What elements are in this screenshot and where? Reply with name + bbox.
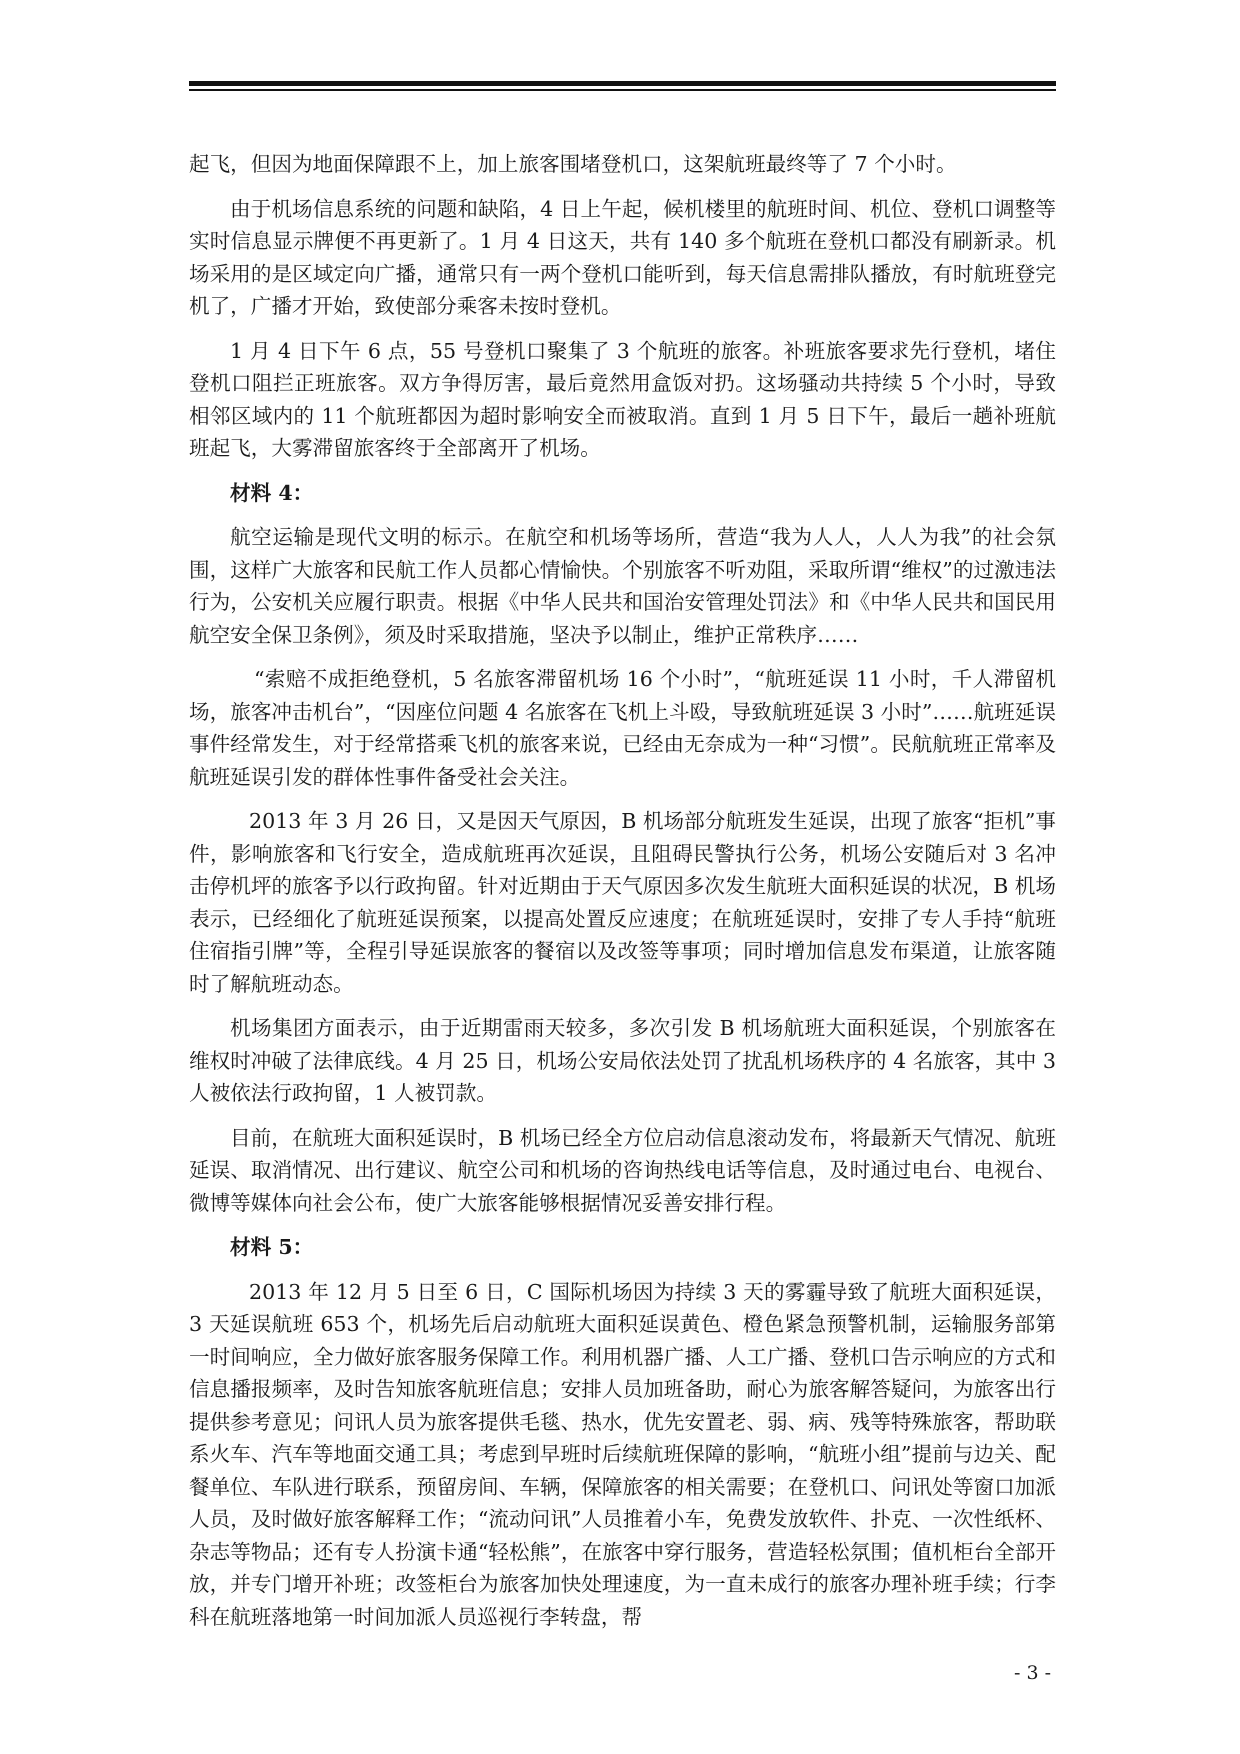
paragraph: 2013 年 3 月 26 日，又是因天气原因，B 机场部分航班发生延误，出现了旅客“拒机”事件，影响旅客和飞行安全，造成航班再次延误，且阻碍民警执行公务，机场公安随后对 3 名冲击停机坪的旅客予以行政拘留。针对近期由于天气原因多次发生航班大面积延误的状况，B 机场表示，已经细化了航班延误预案，以提高处置反应速度；在航班延误时，安排了专人手持“航班住宿指引牌”等，全程引导延误旅客的餐宿以及改签等事项；同时增加信息发布渠道，让旅客随时了解航班动态。	[189, 809, 1056, 996]
page-number: - 3 -	[1013, 1662, 1051, 1684]
section-heading-material-5: 材料 5：	[230, 1235, 314, 1259]
section-heading-material-4: 材料 4：	[230, 480, 314, 505]
document-body	[189, 148, 1063, 1645]
header-rule-thick	[189, 81, 1056, 86]
paragraph: “索赔不成拒绝登机，5 名旅客滞留机场 16 个小时”，“航班延误 11 小时，千人滞留机场，旅客冲击机台”，“因座位问题 4 名旅客在飞机上斗殴，导致航班延误 3 小时”……航班延误事件经常发生，对于经常搭乘飞机的旅客来说，已经由无奈成为一种“习惯”。民航航班正常率及航班延误引发的群体性事件备受社会关注。	[189, 667, 1056, 789]
header-rule-thin	[189, 89, 1056, 91]
paragraph: 目前，在航班大面积延误时，B 机场已经全方位启动信息滚动发布，将最新天气情况、航班延误、取消情况、出行建议、航空公司和机场的咨询热线电话等信息，及时通过电台、电视台、微博等媒体向社会公布，使广大旅客能够根据情况妥善安排行程。	[189, 1125, 1056, 1215]
paragraph: 航空运输是现代文明的标示。在航空和机场等场所，营造“我为人人，人人为我”的社会氛围，这样广大旅客和民航工作人员都心情愉快。个别旅客不听劝阻，采取所谓“维权”的过激违法行为，公安机关应履行职责。根据《中华人民共和国治安管理处罚法》和《中华人民共和国民用航空安全保卫条例》，须及时采取措施，坚决予以制止，维护正常秩序……	[189, 525, 1056, 647]
paragraph: 由于机场信息系统的问题和缺陷，4 日上午起，候机楼里的航班时间、机位、登机口调整等实时信息显示牌便不再更新了。1 月 4 日这天，共有 140 多个航班在登机口都没有刷新录。机场采用的是区域定向广播，通常只有一两个登机口能听到，每天信息需排队播放，有时航班登完机了，广播才开始，致使部分乘客未按时登机。	[189, 196, 1056, 318]
paragraph: 2013 年 12 月 5 日至 6 日，C 国际机场因为持续 3 天的雾霾导致了航班大面积延误，3 天延误航班 653 个，机场先后启动航班大面积延误黄色、橙色紧急预警机制，运输服务部第一时间响应，全力做好旅客服务保障工作。利用机器广播、人工广播、登机口告示响应的方式和信息播报频率，及时告知旅客航班信息；安排人员加班备助，耐心为旅客解答疑问，为旅客出行提供参考意见；问讯人员为旅客提供毛毯、热水，优先安置老、弱、病、残等特殊旅客，帮助联系火车、汽车等地面交通工具；考虑到早班时后续航班保障的影响，“航班小组”提前与边关、配餐单位、车队进行联系，预留房间、车辆，保障旅客的相关需要；在登机口、问讯处等窗口加派人员，及时做好旅客解释工作；“流动问讯”人员推着小车，免费发放软件、扑克、一次性纸杯、杂志等物品；还有专人扮演卡通“轻松熊”，在旅客中穿行服务，营造轻松氛围；值机柜台全部开放，并专门增开补班；改签柜台为旅客加快处理速度，为一直未成行的旅客办理补班手续；行李科在航班落地第一时间加派人员巡视行李转盘，帮	[189, 1279, 1056, 1629]
paragraph: 机场集团方面表示，由于近期雷雨天较多，多次引发 B 机场航班大面积延误，个别旅客在维权时冲破了法律底线。4 月 25 日，机场公安局依法处罚了扰乱机场秩序的 4 名旅客，其中 3 人被依法行政拘留，1 人被罚款。	[189, 1016, 1063, 1105]
paragraph: 起飞，但因为地面保障跟不上，加上旅客围堵登机口，这架航班最终等了 7 个小时。	[189, 152, 957, 176]
paragraph: 1 月 4 日下午 6 点，55 号登机口聚集了 3 个航班的旅客。补班旅客要求先行登机，堵住登机口阻拦正班旅客。双方争得厉害，最后竟然用盒饭对扔。这场骚动共持续 5 个小时，导致相邻区域内的 11 个航班都因为超时影响安全而被取消。直到 1 月 5 日下午，最后一趟补班航班起飞，大雾滞留旅客终于全部离开了机场。	[189, 338, 1056, 460]
